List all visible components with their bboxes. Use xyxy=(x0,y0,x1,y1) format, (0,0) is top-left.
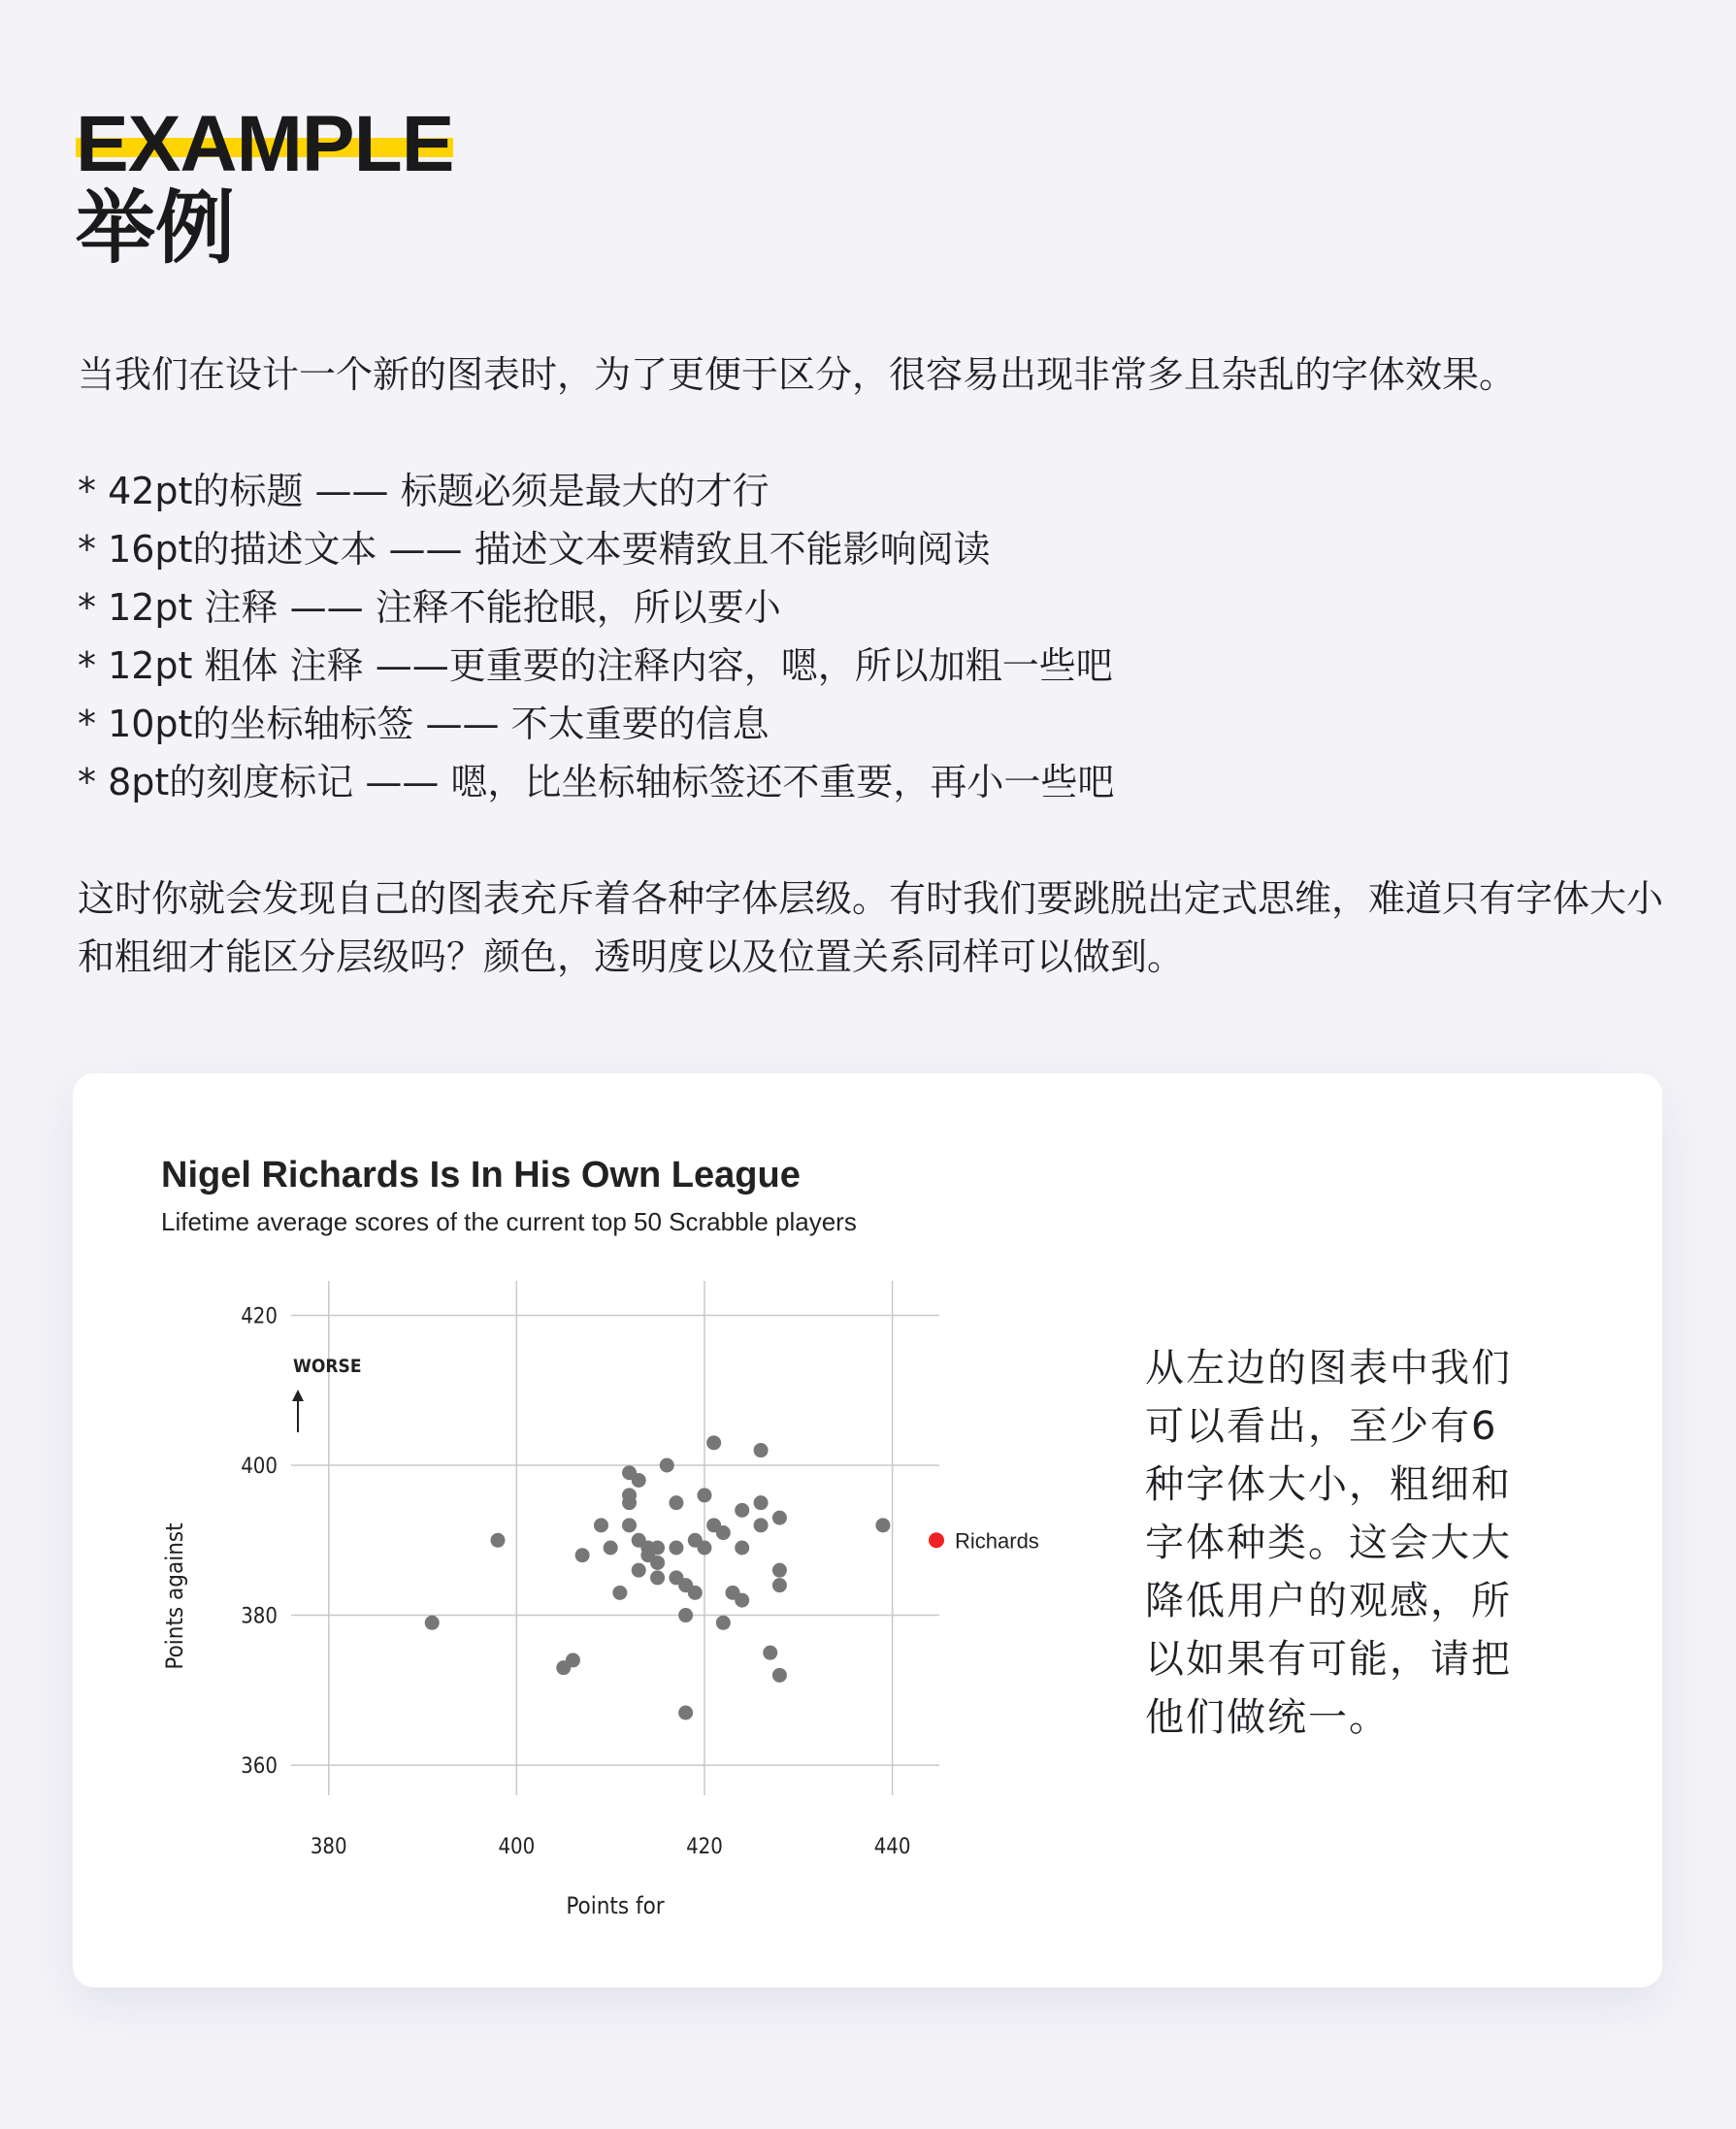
data-point xyxy=(735,1593,749,1608)
data-point xyxy=(622,1495,637,1510)
data-point xyxy=(622,1518,637,1532)
data-point xyxy=(772,1578,787,1592)
data-point xyxy=(490,1533,505,1548)
scatter-plot xyxy=(146,1281,1077,1941)
list-item: * 42pt的标题 —— 标题必须是最大的才行 xyxy=(78,470,770,512)
y-tick-label: 420 xyxy=(241,1304,278,1329)
list-item: * 8pt的刻度标记 —— 嗯，比坐标轴标签还不重要，再小一些吧 xyxy=(78,761,1115,803)
y-tick-label: 400 xyxy=(241,1455,278,1479)
x-tick-label: 440 xyxy=(873,1835,911,1859)
data-point xyxy=(754,1518,769,1532)
data-point xyxy=(688,1586,703,1600)
font-size-list xyxy=(78,462,1669,811)
list-item: * 12pt 粗体 注释 ——更重要的注释内容，嗯，所以加粗一些吧 xyxy=(78,644,1113,687)
list-item: * 16pt的描述文本 —— 描述文本要精致且不能影响阅读 xyxy=(78,528,991,571)
data-point xyxy=(650,1556,665,1570)
data-point xyxy=(566,1653,580,1667)
x-axis-label: Points for xyxy=(566,1892,665,1919)
title-cn: 举例 xyxy=(76,182,236,275)
x-tick-label: 400 xyxy=(498,1835,536,1859)
data-point xyxy=(678,1608,693,1622)
chart-subtitle: Lifetime average scores of the current top 50 Scrabble players xyxy=(161,1207,857,1236)
data-point xyxy=(650,1541,665,1556)
title-en-text: EXAMPLE xyxy=(76,105,454,177)
data-point xyxy=(706,1435,721,1450)
data-point xyxy=(716,1525,731,1540)
x-tick-label: 420 xyxy=(686,1835,723,1859)
data-point xyxy=(669,1541,683,1556)
data-point xyxy=(772,1668,787,1683)
data-point xyxy=(735,1541,749,1556)
y-axis-label: Points against xyxy=(161,1523,188,1670)
title-en xyxy=(76,105,453,177)
data-point xyxy=(632,1473,646,1488)
intro-text xyxy=(78,345,1669,986)
header xyxy=(76,105,453,274)
data-point xyxy=(772,1563,787,1578)
data-point xyxy=(425,1616,440,1630)
intro-paragraph-2: 这时你就会发现自己的图表充斥着各种字体层级。有时我们要跳脱出定式思维，难道只有字体大小和粗细才能区分层级吗？颜色，透明度以及位置关系同样可以做到。 xyxy=(78,877,1664,978)
data-point-richards xyxy=(875,1518,890,1532)
data-point xyxy=(697,1488,711,1502)
legend-label-richards: Richards xyxy=(955,1528,1039,1554)
data-point xyxy=(575,1548,590,1562)
data-point xyxy=(612,1586,627,1600)
data-point xyxy=(660,1458,674,1473)
annotation-worse: WORSE xyxy=(293,1356,362,1377)
data-point xyxy=(669,1495,683,1510)
data-point xyxy=(763,1646,777,1660)
data-point xyxy=(650,1570,665,1585)
chart-title: Nigel Richards Is In His Own League xyxy=(161,1155,801,1196)
data-point xyxy=(697,1541,711,1556)
data-point xyxy=(716,1616,731,1630)
x-tick-label: 380 xyxy=(310,1835,347,1859)
data-point xyxy=(754,1495,769,1510)
data-point xyxy=(772,1511,787,1525)
legend-marker-richards xyxy=(929,1532,944,1548)
list-item: * 12pt 注释 —— 注释不能抢眼，所以要小 xyxy=(78,586,781,629)
y-tick-label: 380 xyxy=(241,1604,278,1629)
data-point xyxy=(632,1563,646,1578)
side-note: 从左边的图表中我们可以看出，至少有6种字体大小，粗细和字体种类。这会大大降低用户的观感，所以如果有可能，请把他们做统一。 xyxy=(1145,1346,1512,1740)
data-point xyxy=(604,1541,618,1556)
annotation-arrow-head xyxy=(292,1390,304,1401)
y-tick-label: 360 xyxy=(241,1754,278,1780)
data-point xyxy=(735,1503,749,1518)
data-point xyxy=(678,1706,693,1720)
list-item: * 10pt的坐标轴标签 —— 不太重要的信息 xyxy=(78,703,770,745)
data-point xyxy=(594,1518,608,1532)
data-point xyxy=(754,1443,769,1458)
intro-paragraph-1: 当我们在设计一个新的图表时，为了更便于区分，很容易出现非常多且杂乱的字体效果。 xyxy=(78,353,1517,396)
